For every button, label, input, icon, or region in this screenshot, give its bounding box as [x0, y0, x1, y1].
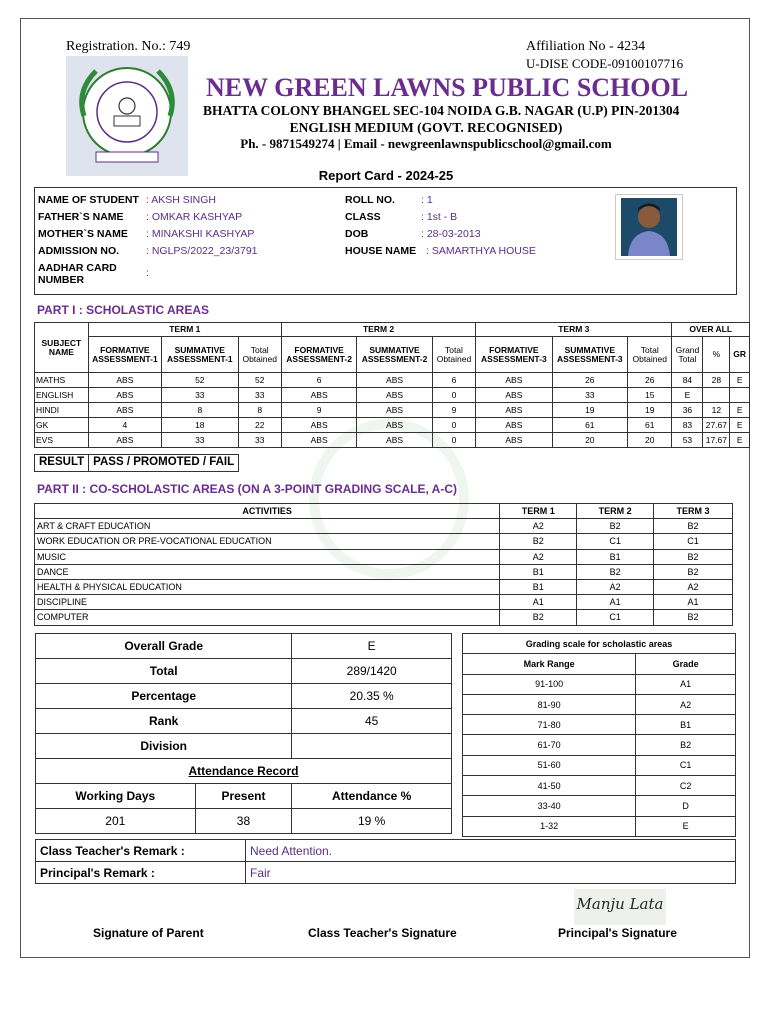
- score-cell: 12: [703, 403, 730, 418]
- mother-name-label: MOTHER`S NAME: [38, 228, 128, 240]
- score-cell: E: [730, 418, 750, 433]
- grade-cell: B1: [500, 579, 577, 594]
- grade: A1: [636, 674, 736, 694]
- dob-label: DOB: [345, 228, 369, 240]
- grade: C1: [636, 755, 736, 775]
- score-cell: 33: [552, 388, 627, 403]
- score-cell: 53: [672, 433, 703, 448]
- subject-name: GK: [35, 418, 89, 433]
- activity-name: HEALTH & PHYSICAL EDUCATION: [35, 579, 500, 594]
- score-cell: 8: [238, 403, 281, 418]
- col-header: SUMMATIVE ASSESSMENT-2: [357, 337, 432, 373]
- remarks-table: [35, 839, 736, 884]
- term3-header: TERM 3: [476, 323, 672, 337]
- score-cell: E: [672, 388, 703, 403]
- report-title: Report Card - 2024-25: [318, 168, 454, 183]
- grade-cell: B2: [654, 610, 733, 625]
- present-value: 38: [195, 809, 292, 834]
- attendance-title: Attendance Record: [36, 759, 452, 784]
- table-row: [35, 549, 733, 564]
- subject-name: HINDI: [35, 403, 89, 418]
- principal-signature-text: Manju Lata: [576, 895, 664, 913]
- grade-cell: B2: [577, 564, 654, 579]
- mark-range: 41-50: [463, 776, 636, 796]
- grade-cell: A1: [577, 595, 654, 610]
- score-cell: 27.67: [703, 418, 730, 433]
- activity-name: DANCE: [35, 564, 500, 579]
- aadhar-label: AADHAR CARD NUMBER: [38, 262, 117, 286]
- father-name-label: FATHER`S NAME: [38, 211, 124, 223]
- grade: A2: [636, 694, 736, 714]
- score-cell: ABS: [357, 418, 432, 433]
- score-cell: 9: [432, 403, 475, 418]
- attendance-pct-value: 19 %: [292, 809, 452, 834]
- score-cell: [703, 388, 730, 403]
- table-row: [463, 816, 736, 836]
- table-row: [35, 418, 750, 433]
- score-cell: 22: [238, 418, 281, 433]
- school-medium: ENGLISH MEDIUM (GOVT. RECOGNISED): [289, 120, 563, 135]
- grade-cell: B1: [577, 549, 654, 564]
- table-row: [35, 403, 750, 418]
- col-header: FORMATIVE ASSESSMENT-2: [281, 337, 356, 373]
- grade: B2: [636, 735, 736, 755]
- score-cell: 52: [238, 373, 281, 388]
- score-cell: 28: [703, 373, 730, 388]
- working-days-label: Working Days: [36, 784, 196, 809]
- activity-name: ART & CRAFT EDUCATION: [35, 519, 500, 534]
- overall-header: OVER ALL: [672, 323, 750, 337]
- roll-number: : 1: [421, 194, 433, 206]
- score-cell: 6: [281, 373, 356, 388]
- term1-header: TERM 1: [88, 323, 281, 337]
- score-cell: 61: [628, 418, 672, 433]
- score-cell: ABS: [88, 373, 161, 388]
- grade-cell: A2: [500, 549, 577, 564]
- admission-number: : NGLPS/2022_23/3791: [146, 245, 258, 257]
- score-cell: ABS: [281, 418, 356, 433]
- term3-header: TERM 3: [654, 504, 733, 519]
- grade-cell: C1: [577, 610, 654, 625]
- rank-label: Rank: [36, 709, 292, 734]
- col-header: Total Obtained: [238, 337, 281, 373]
- result-value: PASS / PROMOTED / FAIL: [93, 456, 235, 468]
- score-cell: ABS: [88, 388, 161, 403]
- overall-grade-label: Overall Grade: [36, 634, 292, 659]
- mark-range: 51-60: [463, 755, 636, 775]
- dob-value: : 28-03-2013: [421, 228, 481, 240]
- grade-cell: C1: [577, 534, 654, 549]
- score-cell: 36: [672, 403, 703, 418]
- score-cell: ABS: [357, 373, 432, 388]
- table-row: [463, 776, 736, 796]
- col-header: FORMATIVE ASSESSMENT-3: [476, 337, 552, 373]
- table-row: [35, 579, 733, 594]
- roll-label: ROLL NO.: [345, 194, 395, 206]
- percentage-label: Percentage: [36, 684, 292, 709]
- report-card-sheet: [20, 18, 750, 958]
- score-cell: 0: [432, 388, 475, 403]
- student-info-box: [34, 187, 737, 295]
- registration-number: Registration. No.: 749: [66, 39, 191, 54]
- principal-signature-image: [574, 889, 666, 925]
- grade: B1: [636, 715, 736, 735]
- col-header: SUMMATIVE ASSESSMENT-1: [162, 337, 238, 373]
- student-photo: [615, 194, 683, 260]
- scholastic-table: [34, 322, 750, 448]
- table-row: [463, 715, 736, 735]
- principal-signature-label: Principal's Signature: [558, 926, 677, 940]
- table-row: [35, 610, 733, 625]
- score-cell: [730, 388, 750, 403]
- mark-range: 91-100: [463, 674, 636, 694]
- col-header: Total Obtained: [432, 337, 475, 373]
- score-cell: ABS: [357, 403, 432, 418]
- class-teacher-remark: Need Attention.: [246, 840, 736, 862]
- grade-cell: B2: [500, 534, 577, 549]
- student-name-label: NAME OF STUDENT: [38, 194, 139, 206]
- grade-cell: B2: [500, 610, 577, 625]
- division-label: Division: [36, 734, 292, 759]
- score-cell: 0: [432, 433, 475, 448]
- table-row: [463, 694, 736, 714]
- score-cell: 33: [238, 433, 281, 448]
- class-value: : 1st - B: [421, 211, 458, 223]
- table-row: [35, 433, 750, 448]
- score-cell: 19: [628, 403, 672, 418]
- subject-name: EVS: [35, 433, 89, 448]
- grade-cell: A1: [500, 595, 577, 610]
- house-label: HOUSE NAME: [345, 245, 417, 257]
- grade-cell: B1: [500, 564, 577, 579]
- activity-name: DISCIPLINE: [35, 595, 500, 610]
- grade: D: [636, 796, 736, 816]
- table-row: [35, 534, 733, 549]
- score-cell: 33: [162, 388, 238, 403]
- subject-header: SUBJECT NAME: [35, 323, 89, 373]
- mark-range: 71-80: [463, 715, 636, 735]
- part2-title: PART II : CO-SCHOLASTIC AREAS (ON A 3-POINT GRADING SCALE, A-C): [37, 482, 457, 496]
- school-logo: [66, 56, 188, 176]
- table-row: [463, 674, 736, 694]
- score-cell: 6: [432, 373, 475, 388]
- score-cell: 20: [628, 433, 672, 448]
- col-header: Total Obtained: [628, 337, 672, 373]
- score-cell: 26: [628, 373, 672, 388]
- score-cell: ABS: [281, 433, 356, 448]
- col-header: GR: [730, 337, 750, 373]
- score-cell: 19: [552, 403, 627, 418]
- present-label: Present: [195, 784, 292, 809]
- overall-grade: E: [292, 634, 452, 659]
- term2-header: TERM 2: [577, 504, 654, 519]
- grade-cell: B2: [654, 549, 733, 564]
- working-days-value: 201: [36, 809, 196, 834]
- division-value: [292, 734, 452, 759]
- mark-range: 61-70: [463, 735, 636, 755]
- parent-signature-label: Signature of Parent: [93, 926, 204, 940]
- grade-cell: C1: [654, 534, 733, 549]
- attendance-pct-label: Attendance %: [292, 784, 452, 809]
- table-row: [35, 388, 750, 403]
- result-box: [34, 454, 239, 472]
- grade-cell: A2: [654, 579, 733, 594]
- school-address: BHATTA COLONY BHANGEL SEC-104 NOIDA G.B. NAGAR (U.P) PIN-201304: [203, 103, 680, 118]
- student-name: : AKSH SINGH: [146, 194, 217, 206]
- score-cell: ABS: [281, 388, 356, 403]
- score-cell: E: [730, 403, 750, 418]
- grade: C2: [636, 776, 736, 796]
- part1-title: PART I : SCHOLASTIC AREAS: [37, 303, 210, 317]
- score-cell: ABS: [88, 403, 161, 418]
- score-cell: ABS: [476, 403, 552, 418]
- score-cell: 83: [672, 418, 703, 433]
- activity-name: WORK EDUCATION OR PRE-VOCATIONAL EDUCATION: [35, 534, 500, 549]
- table-row: [463, 735, 736, 755]
- school-contact: Ph. - 9871549274 | Email - newgreenlawnspublicschool@gmail.com: [240, 136, 612, 151]
- score-cell: 0: [432, 418, 475, 433]
- mother-name: : MINAKSHI KASHYAP: [146, 228, 255, 240]
- grade-cell: A1: [654, 595, 733, 610]
- score-cell: 52: [162, 373, 238, 388]
- grade-cell: A2: [577, 579, 654, 594]
- total-value: 289/1420: [292, 659, 452, 684]
- score-cell: 20: [552, 433, 627, 448]
- table-row: [35, 595, 733, 610]
- grade: E: [636, 816, 736, 836]
- grade-cell: A2: [500, 519, 577, 534]
- score-cell: ABS: [88, 433, 161, 448]
- col-header: Grand Total: [672, 337, 703, 373]
- score-cell: 18: [162, 418, 238, 433]
- score-cell: E: [730, 373, 750, 388]
- table-row: [35, 519, 733, 534]
- grade-cell: B2: [654, 519, 733, 534]
- score-cell: 17.67: [703, 433, 730, 448]
- activity-name: COMPUTER: [35, 610, 500, 625]
- grading-scale-table: [462, 633, 736, 837]
- table-row: [35, 373, 750, 388]
- score-cell: ABS: [476, 433, 552, 448]
- col-header: SUMMATIVE ASSESSMENT-3: [552, 337, 627, 373]
- term2-header: TERM 2: [281, 323, 475, 337]
- activity-name: MUSIC: [35, 549, 500, 564]
- score-cell: ABS: [476, 373, 552, 388]
- principal-remark-label: Principal's Remark :: [36, 862, 246, 884]
- result-label: RESULT: [35, 455, 89, 471]
- table-row: [463, 796, 736, 816]
- father-name: : OMKAR KASHYAP: [146, 211, 243, 223]
- affiliation-number: Affiliation No - 4234: [526, 39, 646, 54]
- score-cell: ABS: [476, 418, 552, 433]
- principal-remark: Fair: [246, 862, 736, 884]
- score-cell: 8: [162, 403, 238, 418]
- aadhar-number: :: [146, 267, 149, 279]
- subject-name: ENGLISH: [35, 388, 89, 403]
- mark-range: 1-32: [463, 816, 636, 836]
- mark-range: 81-90: [463, 694, 636, 714]
- score-cell: ABS: [357, 433, 432, 448]
- grade-header: Grade: [636, 654, 736, 674]
- grading-title: Grading scale for scholastic areas: [463, 634, 736, 654]
- score-cell: 15: [628, 388, 672, 403]
- term1-header: TERM 1: [500, 504, 577, 519]
- grade-cell: B2: [577, 519, 654, 534]
- school-name: NEW GREEN LAWNS PUBLIC SCHOOL: [206, 73, 689, 102]
- house-value: : SAMARTHYA HOUSE: [426, 245, 536, 257]
- udise-code: U-DISE CODE-09100107716: [526, 56, 684, 71]
- mark-range: 33-40: [463, 796, 636, 816]
- percentage-value: 20.35 %: [292, 684, 452, 709]
- summary-table: [35, 633, 452, 834]
- class-teacher-remark-label: Class Teacher's Remark :: [36, 840, 246, 862]
- score-cell: 26: [552, 373, 627, 388]
- rank-value: 45: [292, 709, 452, 734]
- subject-name: MATHS: [35, 373, 89, 388]
- score-cell: 33: [162, 433, 238, 448]
- score-cell: 33: [238, 388, 281, 403]
- activities-header: ACTIVITIES: [35, 504, 500, 519]
- score-cell: 4: [88, 418, 161, 433]
- table-row: [35, 564, 733, 579]
- score-cell: 9: [281, 403, 356, 418]
- score-cell: 84: [672, 373, 703, 388]
- score-cell: ABS: [476, 388, 552, 403]
- col-header: %: [703, 337, 730, 373]
- score-cell: ABS: [357, 388, 432, 403]
- col-header: FORMATIVE ASSESSMENT-1: [88, 337, 161, 373]
- total-label: Total: [36, 659, 292, 684]
- score-cell: E: [730, 433, 750, 448]
- class-label: CLASS: [345, 211, 381, 223]
- score-cell: 61: [552, 418, 627, 433]
- mark-range-header: Mark Range: [463, 654, 636, 674]
- class-teacher-signature-label: Class Teacher's Signature: [308, 926, 457, 940]
- table-row: [463, 755, 736, 775]
- grade-cell: B2: [654, 564, 733, 579]
- co-scholastic-table: [34, 503, 733, 626]
- admission-label: ADMISSION NO.: [38, 245, 120, 257]
